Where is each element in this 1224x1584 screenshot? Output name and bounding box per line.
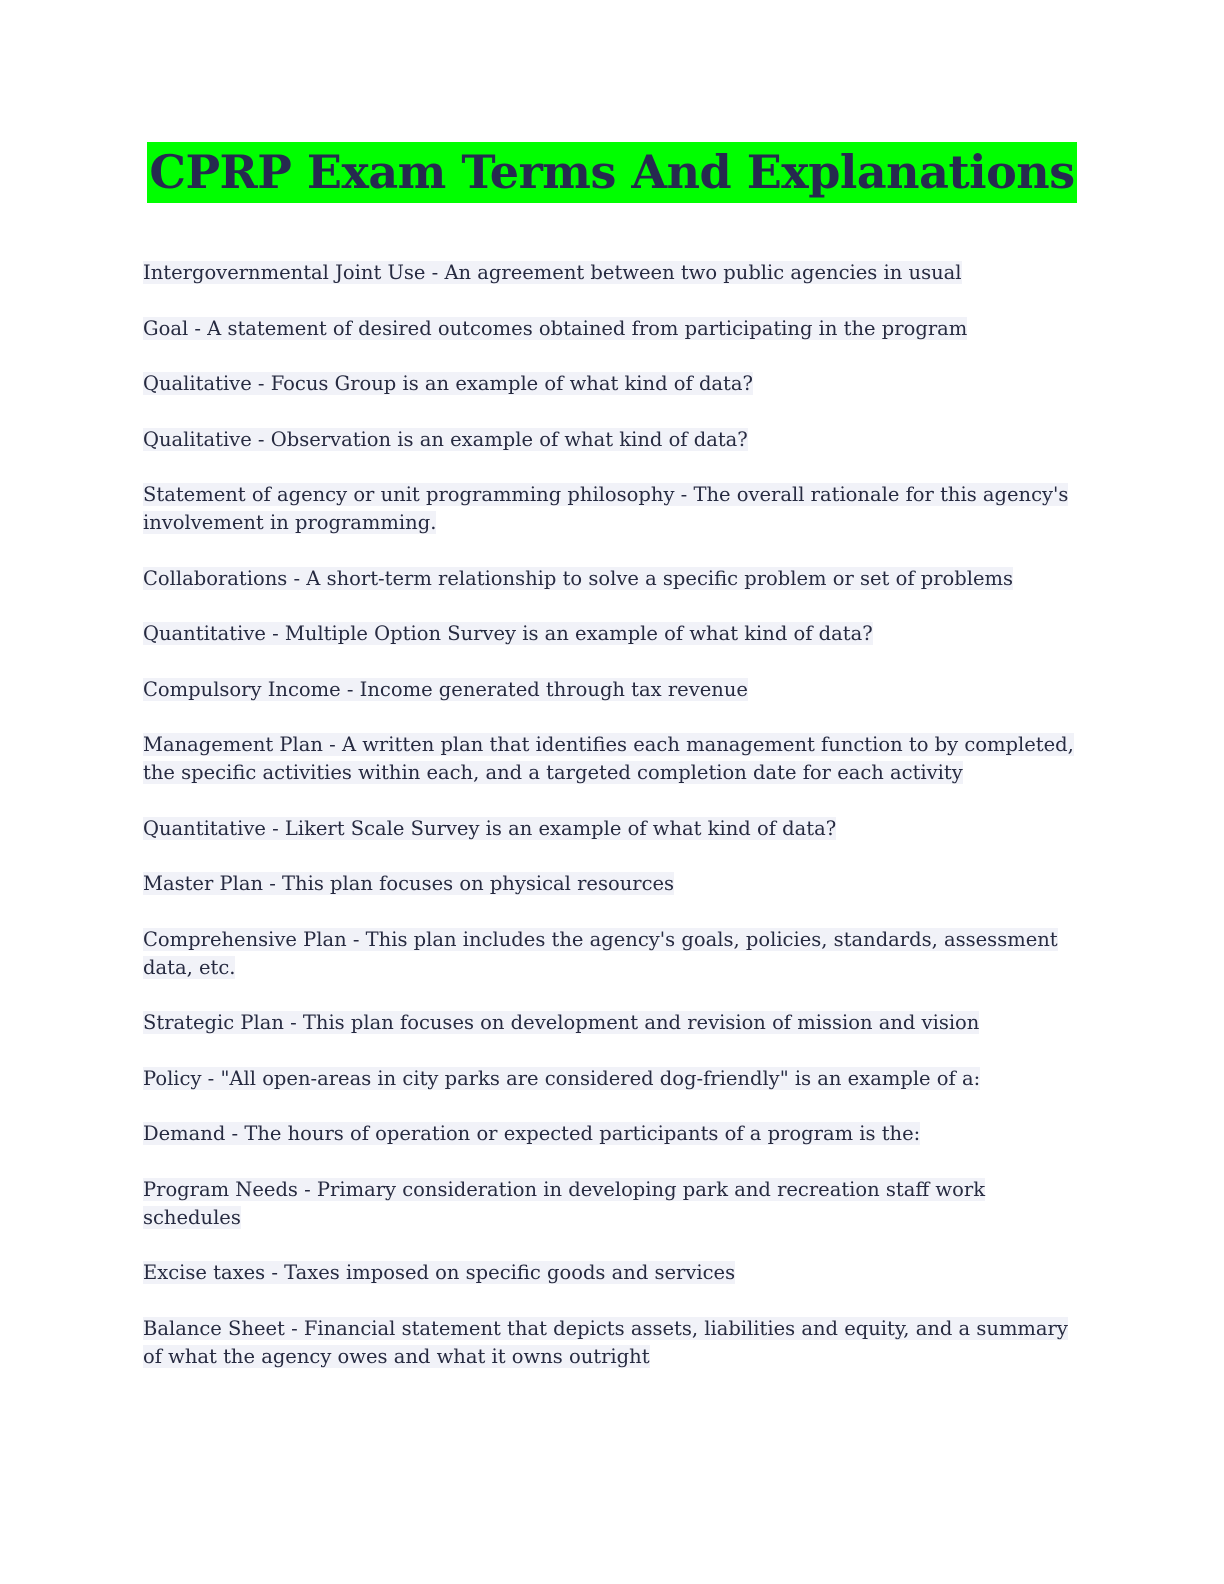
term-list bbox=[143, 259, 1083, 1398]
term-text: Quantitative - Likert Scale Survey is an example of what kind of data? bbox=[143, 816, 837, 840]
term-text: Excise taxes - Taxes imposed on specific goods and services bbox=[143, 1261, 736, 1284]
term-text: Strategic Plan - This plan focuses on development and revision of mission and vision bbox=[143, 1011, 980, 1034]
title-container bbox=[0, 142, 1224, 203]
term-entry bbox=[143, 1009, 1083, 1037]
term-text: Policy - "All open-areas in city parks are considered dog-friendly" is an example of a: bbox=[143, 1066, 981, 1090]
term-text: Qualitative - Focus Group is an example of what kind of data? bbox=[143, 372, 753, 395]
term-text: Collaborations - A short-term relationship to solve a specific problem or set of problems bbox=[143, 566, 1014, 590]
term-entry bbox=[143, 1176, 1083, 1232]
term-entry bbox=[143, 315, 1083, 343]
term-entry bbox=[143, 1120, 1083, 1148]
term-entry bbox=[143, 731, 1083, 787]
term-text: Master Plan - This plan focuses on physical resources bbox=[143, 872, 675, 895]
term-entry bbox=[143, 926, 1083, 982]
term-text: Balance Sheet - Financial statement that depicts assets, liabilities and equity, and a summary of what the agency owes and what it owns outright bbox=[143, 1316, 1068, 1368]
term-text: Quantitative - Multiple Option Survey is an example of what kind of data? bbox=[143, 622, 873, 645]
term-text: Management Plan - A written plan that identifies each management function to by completed, the specific activities within each, and a targeted completion date for each activity bbox=[143, 733, 1074, 784]
term-entry bbox=[143, 370, 1083, 398]
term-entry bbox=[143, 1259, 1083, 1287]
term-text: Qualitative - Observation is an example of what kind of data? bbox=[143, 427, 748, 451]
page-title: CPRP Exam Terms And Explanations bbox=[147, 142, 1076, 203]
term-entry bbox=[143, 620, 1083, 648]
term-entry bbox=[143, 565, 1083, 593]
term-text: Intergovernmental Joint Use - An agreement between two public agencies in usual bbox=[143, 261, 962, 284]
term-text: Comprehensive Plan - This plan includes the agency's goals, policies, standards, assessment data, etc. bbox=[143, 927, 1058, 979]
term-text: Program Needs - Primary consideration in developing park and recreation staff work schedules bbox=[143, 1177, 986, 1229]
term-entry bbox=[143, 676, 1083, 704]
term-entry bbox=[143, 1065, 1083, 1093]
term-entry bbox=[143, 259, 1083, 287]
term-text: Demand - The hours of operation or expected participants of a program is the: bbox=[143, 1122, 921, 1145]
term-entry bbox=[143, 481, 1083, 537]
term-entry bbox=[143, 426, 1083, 454]
term-entry bbox=[143, 870, 1083, 898]
term-text: Goal - A statement of desired outcomes obtained from participating in the program bbox=[143, 316, 968, 340]
term-text: Statement of agency or unit programming philosophy - The overall rationale for this agency's involvement in programming. bbox=[143, 483, 1069, 534]
term-entry bbox=[143, 815, 1083, 843]
term-entry bbox=[143, 1315, 1083, 1371]
term-text: Compulsory Income - Income generated through tax revenue bbox=[143, 677, 748, 701]
